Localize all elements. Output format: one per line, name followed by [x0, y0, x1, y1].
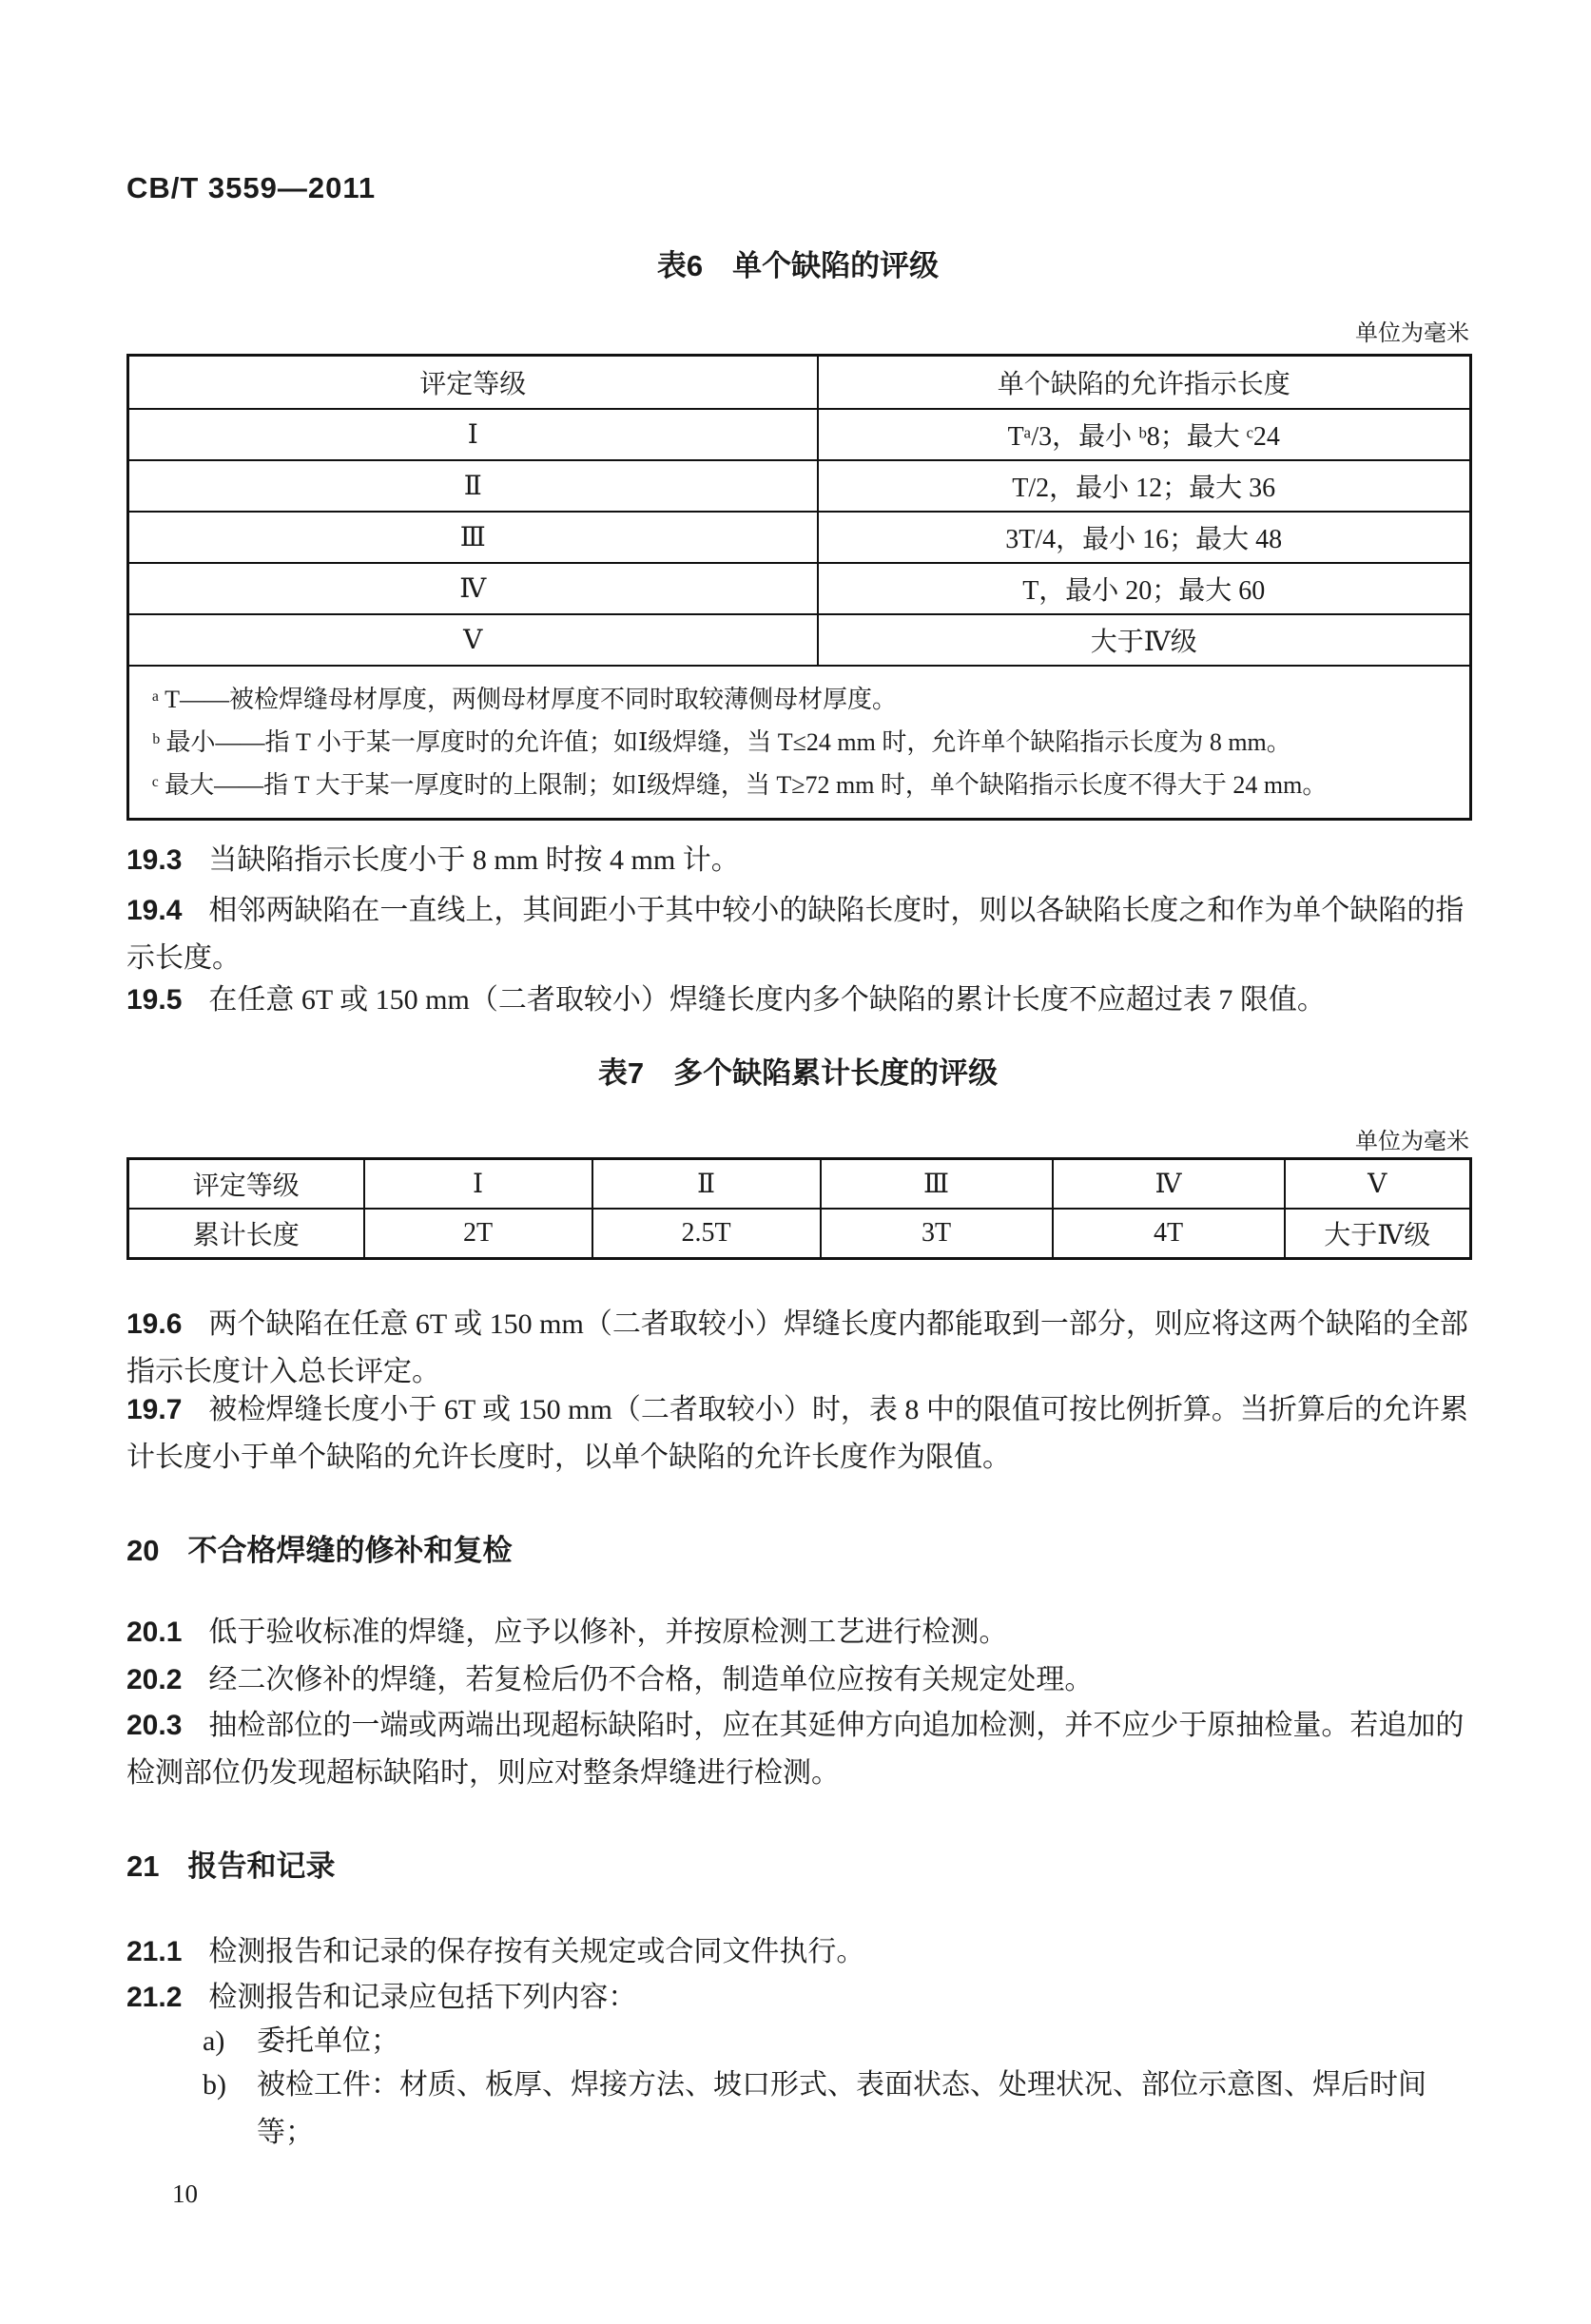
list-text: 被检工件：材质、板厚、焊接方法、坡口形式、表面状态、处理状况、部位示意图、焊后时间等； [257, 2069, 1426, 2148]
paragraph-19-5 [126, 977, 1469, 1024]
table6-footnotes-cell [128, 666, 1471, 820]
table7-data-cell: 2.5T [592, 1209, 821, 1259]
clause-number: 19.5 [126, 984, 183, 1016]
table6-grade-cell: Ⅰ [128, 409, 818, 460]
clause-text: 被检焊缝长度小于 6T 或 150 mm（二者取较小）时，表 8 中的限值可按比例折算。当折算后的允许累计长度小于单个缺陷的允许长度时，以单个缺陷的允许长度作为限值。 [126, 1394, 1468, 1473]
paragraph-20-1 [126, 1609, 1469, 1656]
paragraph-19-7 [126, 1386, 1469, 1482]
table6-value-cell: 3T/4，最小 16；最大 48 [818, 512, 1471, 563]
list-marker: a) [203, 2025, 225, 2057]
table7-header-cell: Ⅳ [1053, 1159, 1285, 1210]
table7-data-cell: 3T [821, 1209, 1053, 1259]
section-title: 不合格焊缝的修补和复检 [187, 1534, 513, 1567]
section-title: 报告和记录 [187, 1850, 336, 1883]
clause-number: 20.1 [126, 1617, 183, 1648]
table6-grade-cell: Ⅱ [128, 460, 818, 512]
list-item-b [126, 2062, 1469, 2157]
paragraph-21-1 [126, 1928, 1469, 1976]
table6-row-3 [128, 512, 1471, 563]
table6-header-grade: 评定等级 [128, 356, 818, 410]
table6-footnote-b: ᵇ 最小——指 T 小于某一厚度时的允许值；如Ⅰ级焊缝，当 T≤24 mm 时，允许单个缺陷指示长度为 8 mm。 [152, 728, 1291, 756]
clause-number: 19.6 [126, 1308, 183, 1340]
table6-footnote-c: ᶜ 最大——指 T 大于某一厚度时的上限制；如Ⅰ级焊缝，当 T≥72 mm 时，单个缺陷指示长度不得大于 24 mm。 [152, 771, 1328, 799]
table6 [126, 354, 1472, 821]
page-number: 10 [172, 2179, 198, 2208]
table7-title: 表7 多个缺陷累计长度的评级 [597, 1056, 999, 1090]
table7 [126, 1157, 1472, 1260]
paragraph-19-6 [126, 1301, 1469, 1396]
table7-header-cell: Ⅰ [364, 1159, 592, 1210]
clause-text: 抽检部位的一端或两端出现超标缺陷时，应在其延伸方向追加检测，并不应少于原抽检量。若追加的检测部位仍发现超标缺陷时，则应对整条焊缝进行检测。 [126, 1710, 1465, 1789]
table7-data-row [128, 1209, 1471, 1259]
paragraph-21-2 [126, 1974, 1469, 2022]
section-20-heading [126, 1526, 1469, 1569]
list-item-a [126, 2018, 1469, 2065]
table7-header-cell: Ⅴ [1285, 1159, 1471, 1210]
table7-unit-label: 单位为毫米 [1355, 1130, 1469, 1154]
clause-number: 20.2 [126, 1664, 183, 1695]
table7-data-cell: 累计长度 [128, 1209, 364, 1259]
table6-row-4 [128, 563, 1471, 614]
table6-header-row [128, 356, 1471, 410]
clause-text: 经二次修补的焊缝，若复检后仍不合格，制造单位应按有关规定处理。 [208, 1664, 1094, 1695]
clause-text: 在任意 6T 或 150 mm（二者取较小）焊缝长度内多个缺陷的累计长度不应超过表 7 限值。 [208, 984, 1326, 1016]
list-marker: b) [203, 2069, 226, 2101]
table6-value-cell: T，最小 20；最大 60 [818, 563, 1471, 614]
section-21-heading [126, 1842, 1469, 1885]
clause-number: 19.3 [126, 844, 183, 876]
clause-text: 低于验收标准的焊缝，应予以修补，并按原检测工艺进行检测。 [208, 1617, 1008, 1648]
table6-grade-cell: Ⅲ [128, 512, 818, 563]
clause-number: 19.4 [126, 895, 183, 926]
table6-footnotes-row [128, 666, 1471, 820]
table6-value-cell: Tᵃ/3，最小 ᵇ8；最大 ᶜ24 [818, 409, 1471, 460]
table6-row-1 [128, 409, 1471, 460]
table7-data-cell: 大于Ⅳ级 [1285, 1209, 1471, 1259]
table6-title: 表6 单个缺陷的评级 [656, 249, 940, 282]
doc-number: CB/T 3559—2011 [126, 171, 377, 204]
table7-header-row [128, 1159, 1471, 1210]
table6-value-cell: 大于Ⅳ级 [818, 614, 1471, 666]
table6-grade-cell: Ⅴ [128, 614, 818, 666]
list-text: 委托单位； [257, 2025, 399, 2057]
table6-footnote-a: ᵃ T——被检焊缝母材厚度，两侧母材厚度不同时取较薄侧母材厚度。 [152, 686, 898, 713]
clause-text: 相邻两缺陷在一直线上，其间距小于其中较小的缺陷长度时，则以各缺陷长度之和作为单个缺陷的指示长度。 [126, 895, 1465, 974]
table6-value-cell: T/2，最小 12；最大 36 [818, 460, 1471, 512]
clause-text: 检测报告和记录的保存按有关规定或合同文件执行。 [208, 1936, 865, 1967]
table6-unit-label: 单位为毫米 [1355, 321, 1469, 346]
table7-data-cell: 2T [364, 1209, 592, 1259]
clause-number: 21.2 [126, 1982, 183, 2013]
paragraph-19-4 [126, 887, 1469, 982]
clause-number: 20.3 [126, 1710, 183, 1741]
clause-number: 19.7 [126, 1394, 183, 1425]
table6-row-5 [128, 614, 1471, 666]
paragraph-20-3 [126, 1702, 1469, 1797]
table6-grade-cell: Ⅳ [128, 563, 818, 614]
paragraph-19-3 [126, 837, 1469, 884]
clause-text: 两个缺陷在任意 6T 或 150 mm（二者取较小）焊缝长度内都能取到一部分，则应将这两个缺陷的全部指示长度计入总长评定。 [126, 1308, 1468, 1387]
clause-text: 当缺陷指示长度小于 8 mm 时按 4 mm 计。 [208, 844, 740, 876]
table7-header-cell: 评定等级 [128, 1159, 364, 1210]
clause-number: 21.1 [126, 1936, 183, 1967]
table6-row-2 [128, 460, 1471, 512]
section-number: 21 [126, 1850, 160, 1883]
table7-header-cell: Ⅱ [592, 1159, 821, 1210]
section-number: 20 [126, 1534, 160, 1567]
table7-data-cell: 4T [1053, 1209, 1285, 1259]
paragraph-20-2 [126, 1656, 1469, 1704]
table7-header-cell: Ⅲ [821, 1159, 1053, 1210]
table6-header-length: 单个缺陷的允许指示长度 [818, 356, 1471, 410]
clause-text: 检测报告和记录应包括下列内容： [208, 1982, 637, 2013]
